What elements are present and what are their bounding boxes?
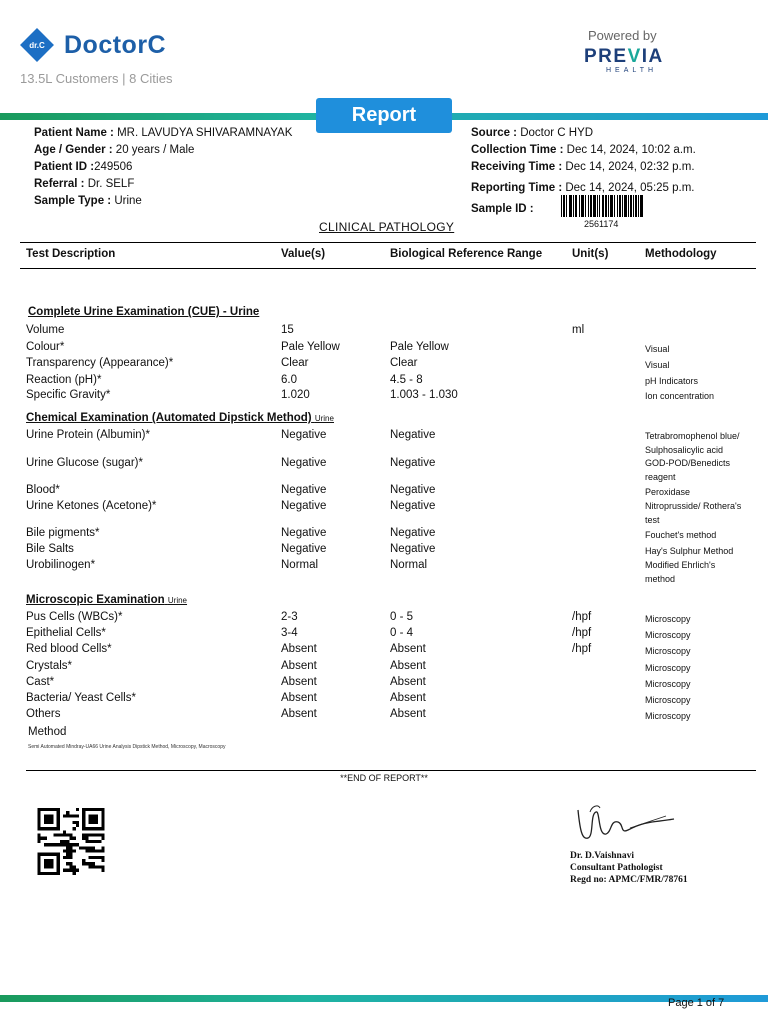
test-value: Absent: [281, 676, 317, 688]
test-value: Pale Yellow: [281, 341, 340, 353]
test-name: Colour*: [26, 341, 65, 353]
test-name: Pus Cells (WBCs)*: [26, 611, 123, 623]
patient-name-label: Patient Name :: [34, 127, 114, 139]
test-range: Absent: [390, 643, 426, 655]
test-value: Negative: [281, 543, 327, 555]
col-header-value: Value(s): [281, 248, 326, 260]
test-method: Microscopy: [645, 630, 691, 640]
doctor-block: [570, 850, 688, 886]
test-range: Negative: [390, 500, 436, 512]
doctorc-logo-icon: [20, 28, 54, 62]
method-line: GOD-POD/Benedicts: [645, 458, 731, 468]
test-value: 6.0: [281, 374, 297, 386]
powered-by-label: Powered by: [588, 28, 657, 43]
method-line: Sulphosalicylic acid: [645, 445, 724, 455]
test-value: Absent: [281, 692, 317, 704]
test-range: Pale Yellow: [390, 341, 449, 353]
test-name: Red blood Cells*: [26, 643, 112, 655]
test-method: Peroxidase: [645, 487, 691, 497]
sample-type-row: [34, 193, 292, 210]
test-value: 15: [281, 324, 294, 336]
test-method: [645, 429, 740, 457]
test-name: Blood*: [26, 484, 60, 496]
table-top-rule: [20, 242, 756, 243]
test-name: Reaction (pH)*: [26, 374, 102, 386]
collection-time: Dec 14, 2024, 10:02 a.m.: [563, 144, 696, 156]
reporting-label: Reporting Time :: [471, 182, 563, 194]
test-name: Urobilinogen*: [26, 559, 96, 571]
test-range: Absent: [390, 708, 426, 720]
receiving-row: [471, 159, 696, 176]
test-method: Visual: [645, 344, 670, 354]
brand-tagline: 13.5L Customers | 8 Cities: [20, 71, 173, 86]
previa-logo: [584, 46, 664, 68]
age-gender: 20 years / Male: [112, 144, 195, 156]
test-method: Ion concentration: [645, 391, 715, 401]
end-rule: [26, 770, 756, 771]
test-method: Hay's Sulphur Method: [645, 546, 734, 556]
test-range: Negative: [390, 484, 436, 496]
patient-name: MR. LAVUDYA SHIVARAMNAYAK: [113, 127, 293, 139]
method-label: Method: [28, 726, 67, 738]
col-header-method: Methodology: [645, 248, 717, 260]
doctor-name: Dr. D.Vaishnavi: [570, 851, 634, 861]
test-value: 2-3: [281, 611, 298, 623]
test-method: Microscopy: [645, 663, 691, 673]
header-bottom-rule: [20, 268, 756, 269]
test-name: Epithelial Cells*: [26, 627, 106, 639]
test-name: Urine Glucose (sugar)*: [26, 457, 143, 469]
table-row: [26, 324, 64, 336]
patient-info: [34, 125, 292, 210]
previa-sub-text: HEALTH: [606, 67, 658, 74]
brand-logo-text: DoctorC: [64, 31, 167, 59]
test-value: Negative: [281, 484, 327, 496]
test-name: Urine Protein (Albumin)*: [26, 429, 150, 441]
department-title: CLINICAL PATHOLOGY: [319, 220, 455, 234]
end-of-report: **END OF REPORT**: [340, 773, 428, 783]
test-unit: ml: [572, 324, 585, 336]
test-range: Absent: [390, 676, 426, 688]
patient-name-row: [34, 125, 292, 142]
method-line: Modified Ehrlich's: [645, 560, 716, 570]
test-range: 4.5 - 8: [390, 374, 423, 386]
test-name: Cast*: [26, 676, 55, 688]
test-value: 3-4: [281, 627, 298, 639]
panel-title: Complete Urine Examination (CUE) - Urine: [28, 306, 260, 318]
receiving-label: Receiving Time :: [471, 161, 563, 173]
previa-logo-v: V: [627, 46, 642, 67]
col-header-unit: Unit(s): [572, 248, 609, 260]
test-name: Transparency (Appearance)*: [26, 357, 174, 369]
test-method: Microscopy: [645, 679, 691, 689]
test-range: 0 - 5: [390, 611, 414, 623]
method-line: reagent: [645, 472, 676, 482]
collection-row: [471, 142, 696, 159]
qr-code-icon: [36, 808, 106, 875]
test-range: 0 - 4: [390, 627, 414, 639]
sample-type: Urine: [111, 195, 142, 207]
sample-type-label: Sample Type :: [34, 195, 112, 207]
test-range: Clear: [390, 357, 418, 369]
test-range: Normal: [390, 559, 428, 571]
test-method: Visual: [645, 360, 670, 370]
method-note: Semi Automated Mindray-UA66 Urine Analysis Dipstick Method, Microscopy, Macroscopy: [28, 744, 226, 750]
test-method: pH Indicators: [645, 376, 699, 386]
test-value: Negative: [281, 527, 327, 539]
sample-barcode: [561, 195, 643, 217]
test-value: 1.020: [281, 389, 310, 401]
test-value: Absent: [281, 660, 317, 672]
test-unit: /hpf: [572, 627, 592, 639]
method-line: method: [645, 574, 676, 584]
test-name: Bile Salts: [26, 543, 74, 555]
test-value: Negative: [281, 457, 327, 469]
chemical-title: Chemical Examination (Automated Dipstick Method): [26, 412, 312, 424]
previa-logo-pre: PRE: [584, 46, 628, 67]
method-line: Tetrabromophenol blue/: [645, 431, 740, 441]
test-name: Others: [26, 708, 61, 720]
patient-id-label: Patient ID :: [34, 161, 95, 173]
chemical-tag: Urine: [314, 414, 334, 423]
test-method: [645, 456, 730, 484]
source-row: [471, 125, 696, 142]
logo-mark-text: dr.C: [29, 41, 45, 50]
collection-label: Collection Time :: [471, 144, 564, 156]
micro-section-title: [26, 594, 187, 606]
sample-id-number: 2561174: [584, 219, 619, 229]
referral: Dr. SELF: [84, 178, 135, 190]
test-name: Crystals*: [26, 660, 73, 672]
test-method: [645, 499, 741, 527]
method-line: Nitroprusside/ Rothera's: [645, 501, 742, 511]
test-name: Specific Gravity*: [26, 389, 111, 401]
test-value: Absent: [281, 643, 317, 655]
test-method: [645, 558, 715, 586]
source: Doctor C HYD: [517, 127, 594, 139]
test-range: Negative: [390, 457, 436, 469]
test-method: Microscopy: [645, 614, 691, 624]
test-method: Microscopy: [645, 711, 691, 721]
test-range: Negative: [390, 429, 436, 441]
referral-label: Referral :: [34, 178, 85, 190]
test-value: Absent: [281, 708, 317, 720]
report-title: Report: [316, 98, 452, 133]
age-gender-row: [34, 142, 292, 159]
reporting-time: Dec 14, 2024, 05:25 p.m.: [562, 182, 695, 194]
method-line: test: [645, 515, 660, 525]
test-name: Bacteria/ Yeast Cells*: [26, 692, 136, 704]
test-unit: /hpf: [572, 643, 592, 655]
micro-title: Microscopic Examination: [26, 594, 165, 606]
test-value: Negative: [281, 500, 327, 512]
test-method: Microscopy: [645, 695, 691, 705]
doctor-reg: Regd no: APMC/FMR/78761: [570, 875, 688, 885]
patient-id-row: [34, 159, 292, 176]
footer-band: [0, 995, 768, 1002]
test-unit: /hpf: [572, 611, 592, 623]
sample-id-label: Sample ID :: [471, 203, 534, 215]
test-value: Clear: [281, 357, 309, 369]
age-gender-label: Age / Gender :: [34, 144, 113, 156]
test-range: Absent: [390, 692, 426, 704]
patient-id: 249506: [94, 161, 133, 173]
previa-logo-post: IA: [641, 46, 664, 67]
test-method: Microscopy: [645, 646, 691, 656]
signature-icon: [570, 800, 680, 850]
test-name: Bile pigments*: [26, 527, 100, 539]
micro-tag: Urine: [167, 596, 188, 605]
page-number: Page 1 of 7: [668, 997, 725, 1009]
receiving-time: Dec 14, 2024, 02:32 p.m.: [562, 161, 695, 173]
col-header-test: Test Description: [26, 248, 116, 260]
source-label: Source :: [471, 127, 518, 139]
doctor-title: Consultant Pathologist: [570, 863, 663, 873]
test-range: Absent: [390, 660, 426, 672]
chemical-section-title: [26, 412, 334, 424]
test-range: Negative: [390, 527, 436, 539]
test-value: Negative: [281, 429, 327, 441]
col-header-range: Biological Reference Range: [390, 248, 543, 260]
test-range: Negative: [390, 543, 436, 555]
test-name: Urine Ketones (Acetone)*: [26, 500, 157, 512]
test-method: Fouchet's method: [645, 530, 717, 540]
referral-row: [34, 176, 292, 193]
test-name: Volume: [26, 324, 65, 336]
test-value: Normal: [281, 559, 319, 571]
test-range: 1.003 - 1.030: [390, 389, 458, 401]
